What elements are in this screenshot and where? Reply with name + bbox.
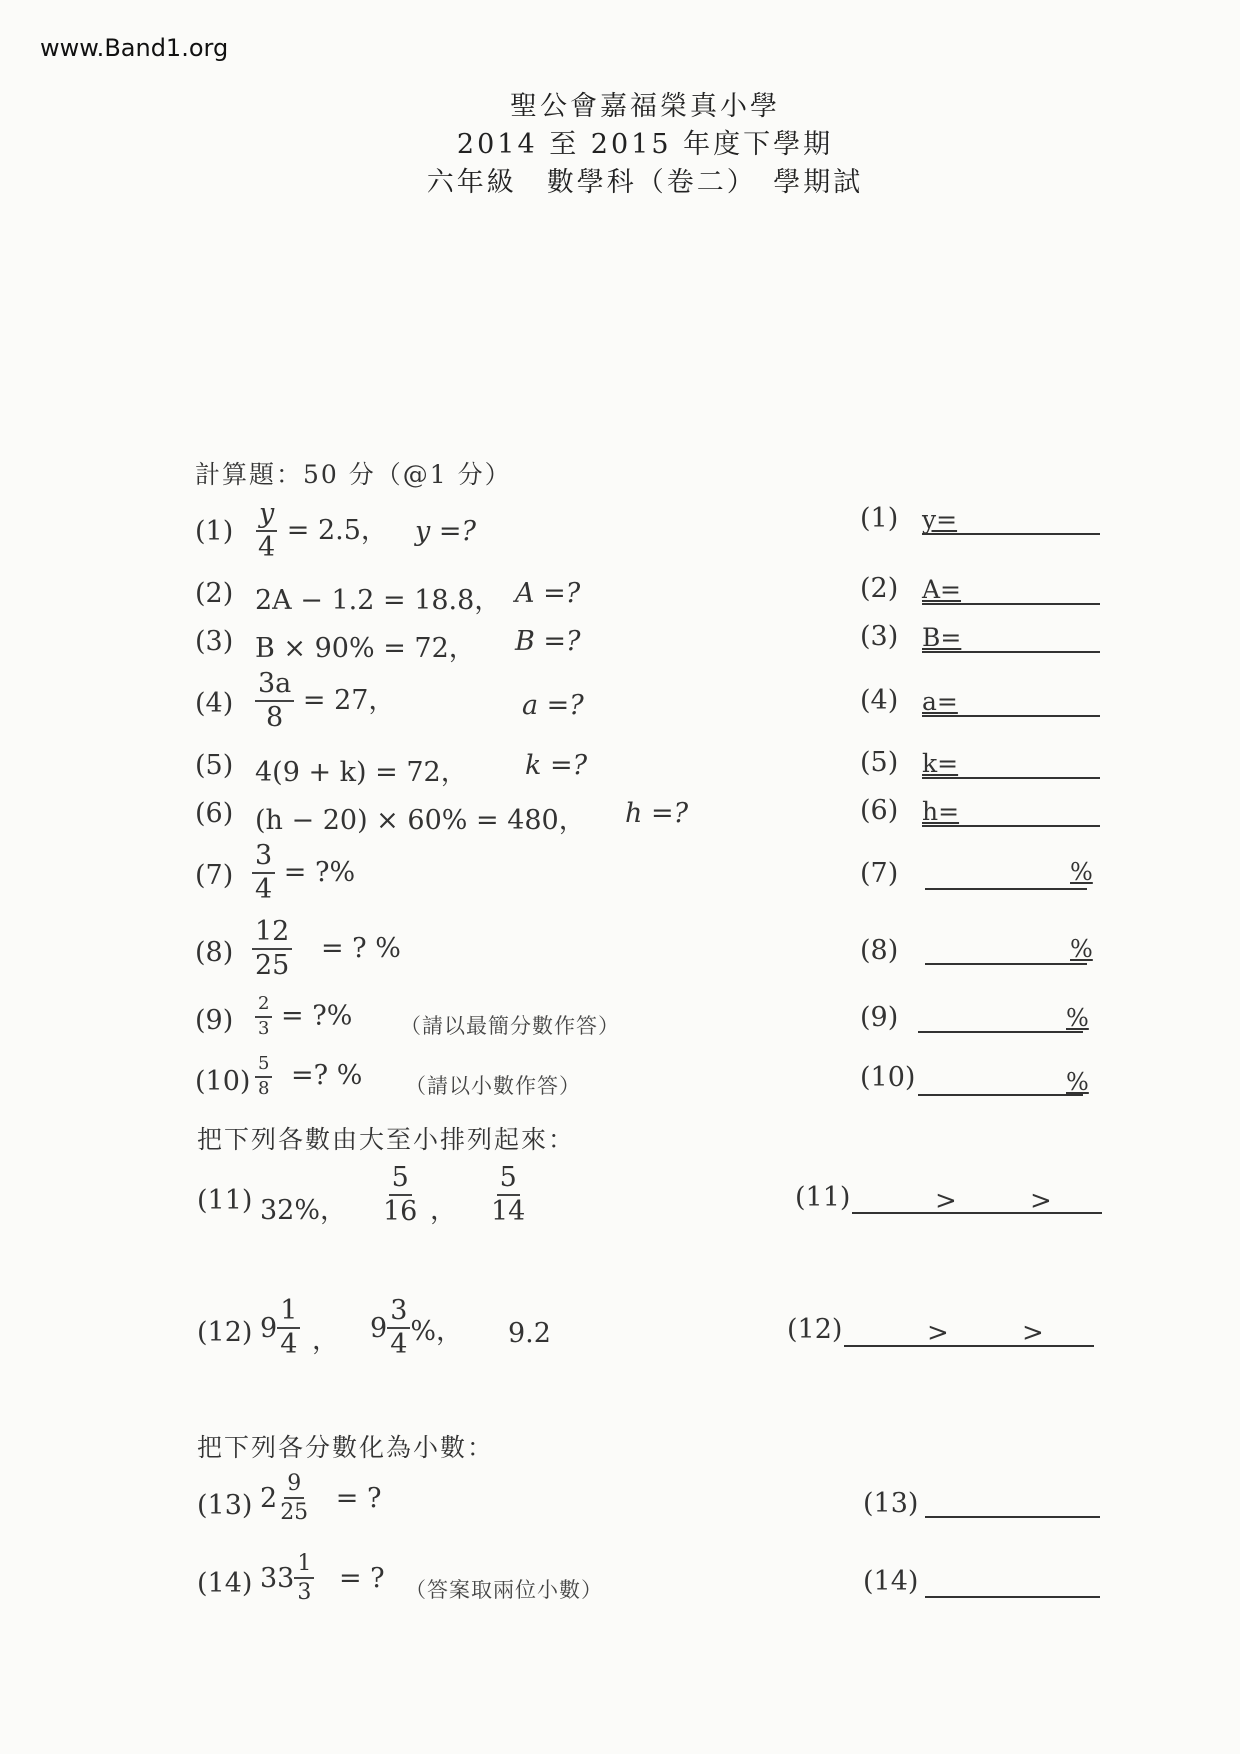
answer12-number: (12) [787, 1314, 843, 1345]
q3-number: (3) [195, 626, 234, 657]
answer9-line[interactable] [918, 1031, 1083, 1033]
q13-number: (13) [197, 1490, 253, 1521]
answer1-label: y= [922, 505, 958, 534]
answer9-percent: % [1066, 1004, 1089, 1032]
answer10-percent: % [1066, 1068, 1089, 1096]
q6-expression: (h − 20) × 60% = 480， [255, 805, 586, 836]
answer8-line[interactable] [925, 963, 1087, 965]
q10-note: （請以小數作答） [405, 1074, 581, 1098]
q4-fraction: $\frac{3a}{8}$ [255, 670, 294, 733]
q5-ask: k =? [525, 750, 588, 781]
q6-number: (6) [195, 798, 234, 829]
q9-fraction: $\frac{2}{3}$ [255, 995, 272, 1039]
q14-value: 33 $\frac{1}{3}$ = ? [260, 1551, 385, 1606]
q12-separator: ， [312, 1325, 339, 1356]
q10-expression: $\frac{5}{8}$ =? % [255, 1055, 362, 1099]
q4-expression: $\frac{3a}{8}$ = 27， [255, 670, 395, 733]
answer7-line[interactable] [925, 888, 1087, 890]
q10-fraction: $\frac{5}{8}$ [255, 1055, 272, 1099]
answer7-number: (7) [860, 858, 899, 889]
q5-expression: 4(9 + k) = 72， [255, 757, 468, 788]
answer13-line[interactable] [925, 1516, 1100, 1518]
answer12-line[interactable] [844, 1345, 1094, 1347]
answer11-line[interactable] [852, 1212, 1102, 1214]
school-name: 聖公會嘉福榮真小學 [510, 91, 780, 122]
answer4-number: (4) [860, 685, 899, 716]
answer9-number: (9) [860, 1002, 899, 1033]
q11-fraction1: $\frac{5}{16}$ [383, 1162, 418, 1228]
answer4-label: a= [922, 687, 958, 716]
answer3-label: B= [922, 623, 962, 652]
answer1-line[interactable] [922, 533, 1100, 535]
q11-value1: 32%， [260, 1195, 348, 1226]
answer2-number: (2) [860, 573, 899, 604]
q8-number: (8) [195, 937, 234, 968]
answer3-number: (3) [860, 621, 899, 652]
answer12-gt1: > [927, 1318, 949, 1348]
answer6-line[interactable] [922, 825, 1100, 827]
q12-value2: 9 $\frac{3}{4}$ %， [370, 1295, 464, 1361]
q3-expression: B × 90% = 72， [255, 633, 476, 664]
q9-number: (9) [195, 1005, 234, 1036]
q11-fraction2: $\frac{5}{14}$ [491, 1162, 526, 1228]
answer7-percent: % [1070, 858, 1093, 886]
answer6-label: h= [922, 797, 960, 826]
q5-number: (5) [195, 750, 234, 781]
answer5-number: (5) [860, 747, 899, 778]
answer12-gt2: > [1022, 1318, 1044, 1348]
q12-number: (12) [197, 1317, 253, 1348]
q8-fraction: $\frac{12}{25}$ [252, 918, 292, 981]
answer10-line[interactable] [918, 1094, 1083, 1096]
answer2-label: A= [922, 575, 962, 604]
q4-number: (4) [195, 688, 234, 719]
q1-expression: $\frac{y}{4}$ = 2.5， [255, 500, 388, 563]
answer11-gt2: > [1030, 1186, 1052, 1216]
section-calculation-title: 計算題：50 分（@1 分） [195, 460, 512, 489]
answer10-number: (10) [860, 1062, 916, 1093]
answer11-number: (11) [795, 1182, 851, 1213]
q14-number: (14) [197, 1568, 253, 1599]
q7-number: (7) [195, 860, 234, 891]
q11-separator: ， [430, 1195, 457, 1226]
q4-ask: a =? [522, 690, 584, 721]
term-title: 2014 至 2015 年度下學期 [456, 129, 834, 160]
answer14-number: (14) [863, 1566, 919, 1597]
answer1-number: (1) [860, 503, 899, 534]
q13-value: 2 $\frac{9}{25}$ = ? [260, 1471, 382, 1526]
q2-ask: A =? [515, 578, 581, 609]
q11-number: (11) [197, 1185, 253, 1216]
answer5-line[interactable] [922, 777, 1100, 779]
answer13-number: (13) [863, 1488, 919, 1519]
answer11-gt1: > [935, 1186, 957, 1216]
site-watermark: www.Band1.org [40, 34, 229, 62]
q7-expression: $\frac{3}{4}$ = ?% [252, 842, 355, 905]
q10-number: (10) [195, 1066, 251, 1097]
answer3-line[interactable] [922, 651, 1100, 653]
q12-value3: 9.2 [508, 1318, 551, 1349]
answer2-line[interactable] [922, 603, 1100, 605]
section-decimal-title: 把下列各分數化為小數： [197, 1433, 495, 1462]
q12-value1: 9 $\frac{1}{4}$ [260, 1297, 300, 1360]
answer8-percent: % [1070, 935, 1093, 963]
q1-number: (1) [195, 516, 234, 547]
q1-fraction: $\frac{y}{4}$ [255, 500, 278, 563]
q3-ask: B =? [515, 626, 581, 657]
answer8-number: (8) [860, 935, 899, 966]
q2-number: (2) [195, 578, 234, 609]
section-ordering-title: 把下列各數由大至小排列起來： [197, 1125, 576, 1154]
q14-note: （答案取兩位小數） [405, 1578, 603, 1602]
q9-expression: $\frac{2}{3}$ = ?% [255, 995, 352, 1039]
q9-note: （請以最簡分數作答） [400, 1014, 620, 1038]
answer5-label: k= [922, 749, 959, 778]
answer4-line[interactable] [922, 715, 1100, 717]
q6-ask: h =? [625, 798, 689, 829]
q1-ask: y =? [415, 516, 476, 547]
answer14-line[interactable] [925, 1596, 1100, 1598]
exam-title: 六年級 數學科（卷二） 學期試 [426, 167, 864, 198]
q2-expression: 2A − 1.2 = 18.8， [255, 585, 502, 616]
q8-expression: $\frac{12}{25}$ = ? % [252, 918, 401, 981]
answer6-number: (6) [860, 795, 899, 826]
q7-fraction: $\frac{3}{4}$ [252, 842, 275, 905]
